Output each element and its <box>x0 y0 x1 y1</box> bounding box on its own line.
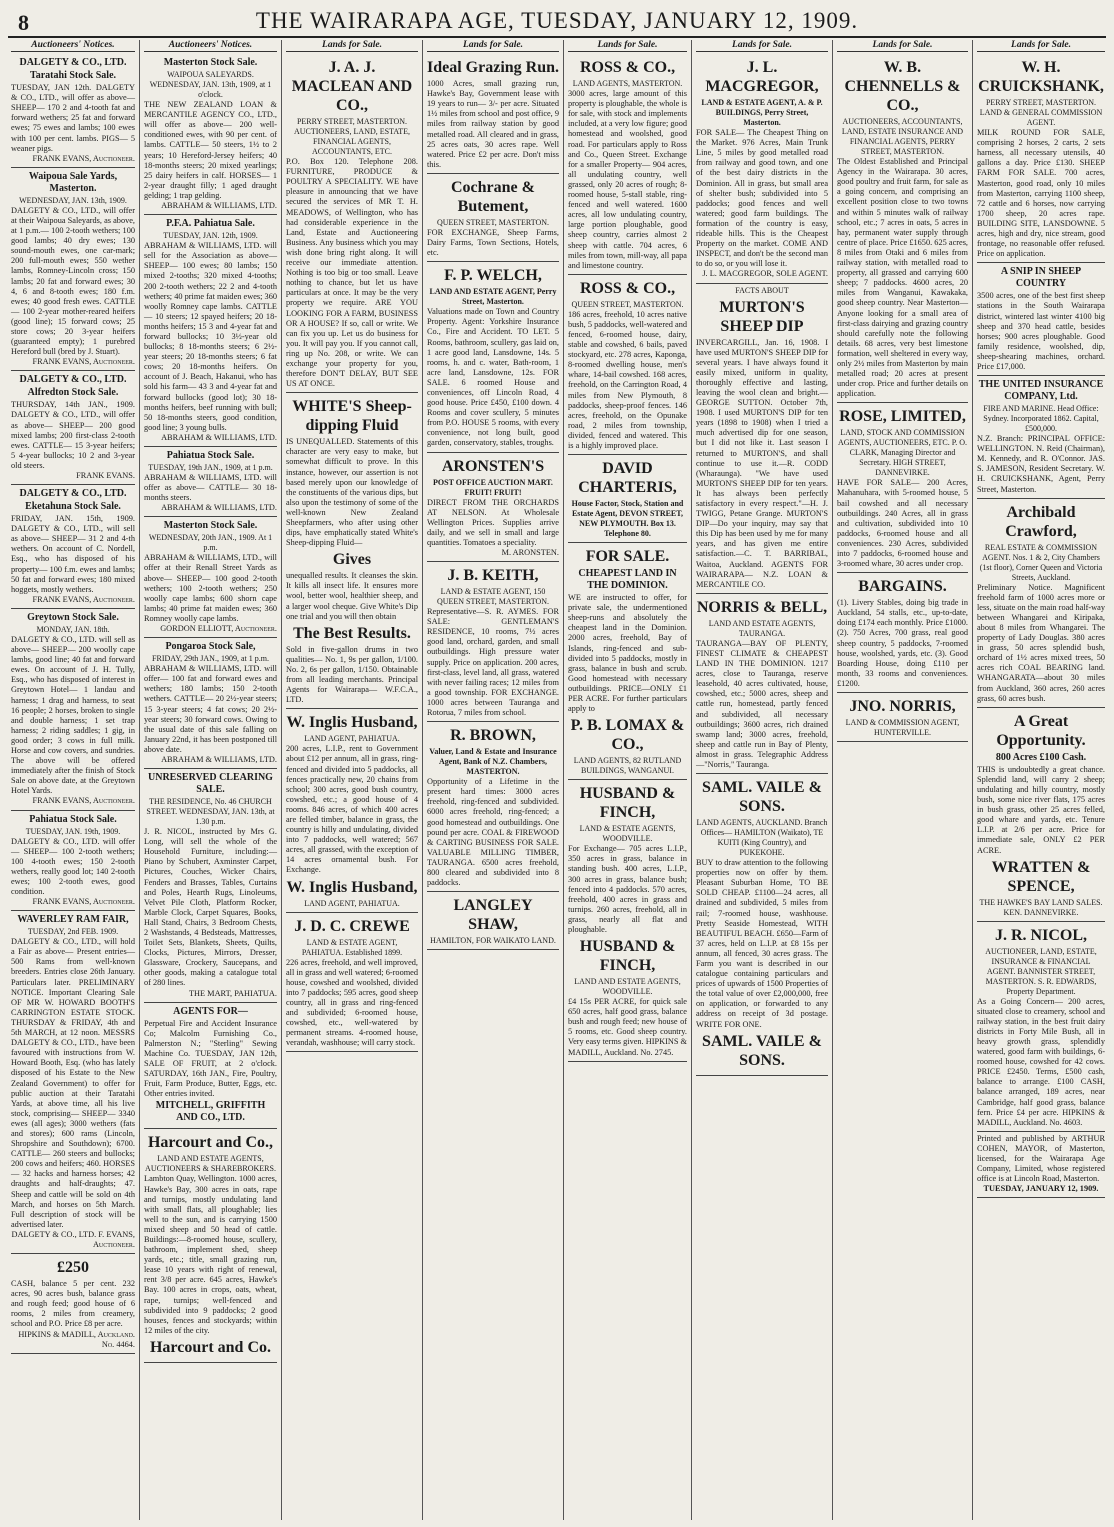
advert-body: ABRAHAM & WILLIAMS, LTD. will offer— 100 fat and forward ewes and wethers; 180 lambs; 150 2-tooth wethers. CATTLE— 20 2½-year steers; 15 3-year steers; 4 fat cows; 20 2½-year steers; 30 forward cows. Owing to the usual date of this sale falling on January 22nd, it has been postponed till above date. <box>144 664 277 754</box>
column-1 <box>8 40 138 1520</box>
advert-title: Cochrane & Butement, <box>451 178 535 215</box>
advert-signature: FRANK EVANS, Auctioneer. <box>32 594 135 604</box>
advert-footer-sub: THE HAWKE'S BAY LAND SALES. KEN. DANNEVIRKE. <box>979 897 1103 917</box>
advert-pahiatua-stock-sale <box>144 447 277 517</box>
advert-title: NORRIS & BELL, <box>696 598 828 616</box>
advert-body: THURSDAY, 14th JAN., 1909. DALGETY & CO., LTD., will offer as above— SHEEP— 200 good mixed lambs; 200 first-class 2-tooth ewes. CATTLE— 15 3-year heifers; 5 4-year bullocks; 10 2 and 3-year old steers. <box>11 400 135 470</box>
advert-subtitle: Taratahi Stock Sale. <box>29 70 117 82</box>
advert-body: IS UNEQUALLED. Statements of this character are very easy to make, but somewhat difficult to prove. In this instance, however, our assertion is not based merely upon our knowledge of the constituents of the various dips, but also upon the testimony of some of the well-known New Zealand Sheepfarmers, who after using other dips, have emphatically stated White's Sheep-dipping Fluid— <box>286 437 418 548</box>
advert-title: Waipoua Sale Yards, Masterton. <box>28 170 118 194</box>
advert-subtitle: LAND & ESTATE AGENTS, WOODVILLE. <box>579 824 676 844</box>
advert-vaile <box>696 774 828 1076</box>
advert-subtitle: FRIDAY, 29th JAN., 1909, at 1 p.m. <box>152 654 269 664</box>
advert-title: ROSS & CO., <box>579 279 676 297</box>
advert-cruickshank <box>977 54 1105 263</box>
advert-title: DAVID CHARTERIS, <box>578 460 677 497</box>
advert-subtitle: CHEAPEST LAND IN THE DOMINION. <box>578 568 677 592</box>
column-rule <box>281 40 282 1520</box>
advert-subtitle: AUCTIONEER, LAND, ESTATE, INSURANCE & FINANCIAL AGENT. BANNISTER STREET, MASTERTON. S. R. EDWARDS, Property Department. <box>985 946 1097 996</box>
advert-subtitle: LAND & ESTATE AGENT, A. & P. BUILDINGS, Perry Street, Masterton. <box>701 98 823 128</box>
advert-body: CASH, balance 5 per cent. 232 acres, 90 acres bush, balance grass and rough feed; good house of 6 rooms, 2 miles from creamery, school and P.O. Price £8 per acre. <box>11 1279 135 1329</box>
advert-subtitle: MONDAY, JAN. 18th. <box>36 624 110 634</box>
advert-subtitle: LAND AND ESTATE AGENTS, TAURANGA. <box>708 618 816 638</box>
advert-body: N.Z. Branch: PRINCIPAL OFFICE: WELLINGTON. N. Reid (Chairman), M. Kennedy, and R. O'Connor. JAS. S. JAMESON, Resident Secretary. W. H. CRUICKSHANK, Agent, Perry Street, Masterton. <box>977 434 1105 494</box>
advert-subtitle: LAND AND ESTATE AGENT, Perry Street, Masterton. <box>429 287 557 307</box>
advert-signature: GORDON ELLIOTT, Auctioneer. <box>160 624 277 634</box>
advert-footer: Harcourt and Co. <box>149 1338 272 1356</box>
advert-body: FRIDAY, JAN. 15th, 1909. DALGETY & CO., LTD., will sell as above— SHEEP— 31 2 and 4-th wethers. On account of C. Nordell, Esq., who has disposed of his property— 100 f.m. ewes and lambs; 50 fat and forward ewes; 180 mixed hoggets, mostly wethers. <box>11 514 135 594</box>
advert-body: FOR SALE— The Cheapest Thing on the Market. 976 Acres, Main Trunk Line, 5 miles by good metalled road from railway and good town, and one of the best dairy districts in the Dominion. All in grass, but small area of shelter bush; subdivided into 5 paddocks; good fences and well watered; good farm buildings. The formation of the country is easy, rideable hills. This is the Cheapest Property on the market. COME AND INSPECT, and don't be the second man to do so, or you will lose it. <box>696 128 828 269</box>
advert-subtitle: POST OFFICE AUCTION MART. FRUIT! FRUIT! <box>433 477 553 497</box>
advert-title: Pongaroa Stock Sale, <box>165 641 256 653</box>
advert-signature: J. L. MACGREGOR, SOLE AGENT. <box>702 269 828 279</box>
advert-title: THE UNITED INSURANCE COMPANY, Ltd. <box>978 379 1104 403</box>
advert-subtitle: AUCTIONEERS, ACCOUNTANTS, LAND, ESTATE INSURANCE AND FINANCIAL AGENTS, PERRY STREET, MASTERTON. <box>841 117 964 157</box>
column-rule <box>422 40 423 1520</box>
column-rule <box>139 40 140 1520</box>
advert-macgregor <box>696 54 828 283</box>
advert-title: F. P. WELCH, <box>444 267 542 285</box>
column-heading: Lands for Sale. <box>696 40 828 52</box>
column-heading: Lands for Sale. <box>837 40 968 52</box>
advert-body: DALGETY & CO., LTD., will offer at their Waipoua Saleyards, as above, at 1 p.m.— 100 2-tooth wethers; 100 good lambs; 40 dry ewes; 130 sound-mouth ewes, one car-mark; 200 full-mouth ewes; 550 wether lambs, Romney-Lincoln cross; 150 lambs; 20 fat and forward ewes; 30 4, 6 and 8-tooth ewes; 180 f.m. ewes; 40 good fresh ewes. CATTLE— 100 2-year mother-reared heifers (good line); 15 forward cows; 25 store cows; 20 3-year heifers (guaranteed empty); 1 purebred Hereford bull (bred by J. Stuart). <box>11 205 135 357</box>
advert-title: J. B. KEITH, <box>447 567 539 585</box>
imprint-date: TUESDAY, JANUARY 12, 1909. <box>983 1184 1099 1194</box>
advert-title: WHITE'S Sheep-dipping Fluid <box>292 398 412 435</box>
advert-body: THE NEW ZEALAND LOAN & MERCANTILE AGENCY CO., LTD., will offer as above— 200 well-conditioned ewes, with 90 per cent. of lambs. CATTLE— 50 steers, 1½ to 2 years; 10 Hereford-Jersey heifers; 40 18-months steers; 20 mixed yearlings; 25 dairy heifers in calf. HORSES— 1 2-year draught filly; 1 aged draught gelding; 1 trap gelding. <box>144 100 277 200</box>
advert-title: Pahiatua Stock Sale. <box>29 813 117 825</box>
advert-body: Perpetual Fire and Accident Insurance Co; Malcolm Furnishing Co., Palmerston N.; "Sterling" Sewing Machine Co. TUESDAY, JAN 12th, SALE OF FRUIT, at 2 o'clock. SATURDAY, 16th JAN., Fire, Poultry, Fruit, Farm Produce, Butter, Eggs, etc. Other entries invited. <box>144 1018 277 1099</box>
advert-signature: ABRAHAM & WILLIAMS, LTD. <box>161 201 277 211</box>
advert-murtons-dip <box>696 284 828 594</box>
advert-body: £4 15s PER ACRE, for quick sale 650 acres, half good grass, balance bush and rough feed; new house of 5 rooms, etc. Good sheep country. Very easy terms given. HIPKINS & MADILL, Auckland. No. 2745. <box>568 997 687 1057</box>
column-7 <box>834 40 971 1520</box>
advert-footer: SAML. VAILE & SONS. <box>702 1032 822 1069</box>
advert-title: LANGLEY SHAW, <box>453 897 533 934</box>
advert-eketahuna-sale <box>11 485 135 609</box>
advert-body: The Oldest Established and Principal Agency in the Wairarapa. 30 acres, good poultry and fruit farm, for sale as a going concern, and comprising an excellent position close to two towns and within 5 minutes walk of railway school, etc.; 7 acres in oats, 5 acres in hay, permanent water supply through centre of place. Price £1650. 625 acres, 8 miles from Otaki and 6 miles from railway station, with metalled road to property, all grassed and carrying 600 sheep; 7 paddocks. 4600 acres, 20 miles from Wanganui, Kawakaka, good sheep country. Near Masterton— Anyone looking for a small area of first-class dairying and grazing country should carefully note the following details. 68 acres, very best limestone formation, well sheltered in every way, only 2½ miles from Masterton by main metalled road; 20 acres at present under crop. Price and further details on application. <box>837 157 968 399</box>
advert-body: INVERCARGILL, Jan. 16, 1908. I have used MURTON'S SHEEP DIP for several years. I have always found it easily mixed, uniform in quality, thoroughly effective and lasting, leaving the wool clean and bright.—GEORGE SUTTON. October 7th, 1908. I used MURTON'S DIP for ten years (1898 to 1908) when I tried a much advertised dip for one season, but I did not like it. Last season I returned to MURTON'S, and shall continue to use it.—R. CODD (Wharaunga). "We have used MURTON'S SHEEP DIP for ten years. It has always been perfectly satisfactory in every respect."—H. J. TWIGG, Petane Grange. MURTON'S DIP—Do your inquiry, may say that this Dip has been used by me for many years, and has given me entire satisfaction.—C. T. BARRIBAL, Waitoa, Auckland. AGENTS FOR WAIRARAPA— N.Z. LOAN & MERCANTILE CO. <box>696 337 828 589</box>
advert-body: unequalled results. It cleanses the skin. It kills all insect life. It ensures more wool, better wool, healthier sheep, and a larger wool cheque. Give White's Dip one trial and you will then obtain <box>286 571 418 621</box>
advert-clearing-sale <box>144 769 277 1003</box>
advert-footer: W. Inglis Husband, <box>286 878 418 896</box>
advert-subtitle: HAMILTON, FOR WAIKATO LAND. <box>430 936 556 946</box>
advert-waipoua-sale <box>11 168 135 372</box>
advert-signature: FRANK EVANS, Auctioneer. <box>32 897 135 907</box>
advert-signature: FRANK EVANS. <box>76 471 135 480</box>
column-heading: Lands for Sale. <box>427 40 559 52</box>
advert-welch <box>427 262 559 452</box>
column-heading: Lands for Sale. <box>568 40 687 52</box>
advert-body: 3000 acres, large amount of this property is ploughable, the whole is for sale, with stock and implements included, at a very low figure; good homestead and woolshed, good road. For particulars apply to Ross and Co., Queen Street. Exchange for a smaller Property— 904 acres, all undulating country, well grassed, only 20 acres of rough; 8-roomed house, 5-stall stable, ring-fenced and well watered. 1600 acres, all low undulating country, large portion ploughable, good sheep country, carries almost 2 sheep with cattle. 704 acres, 6 miles from town, mill-way, all papa and limestone country. <box>568 89 687 270</box>
advert-body: J. R. NICOL, instructed by Mrs G. Long, will sell the whole of the Household Furniture, including:— Piano by Schubert, Axminster Carpet, Pictures, Couches, Wicker Chairs, Fenders and Brasses, Tables, Curtains and Poles, Hearth Rugs, Linoleums, Velvet Pile Cloth, Platform Rocker, Marble Clock, Carpet Squares, Books, Hall Stand, Chairs, 3 Bedroom Chests, 2 Washstands, 4 Bedsteads, Mattresses, Toilet Sets, Blankets, Sheets, Quilts, Clocks, Pictures, Mirrors, Dresser, Glassware, Crockery, Saucepans, and other goods, making a catalogue total of 280 lines. <box>144 827 277 988</box>
advert-charteris <box>568 455 687 543</box>
advert-husband-finch <box>568 780 687 1061</box>
advert-title: The Best Results. <box>293 624 411 642</box>
advert-title: ROSE, LIMITED, <box>839 408 966 426</box>
advert-footer: WRATTEN & SPENCE, <box>991 858 1091 895</box>
advert-title: WAVERLEY RAM FAIR, <box>17 914 129 926</box>
advert-footer: P. B. LOMAX & CO., <box>570 717 685 754</box>
column-4 <box>424 40 562 1520</box>
advert-title: BARGAINS. <box>858 578 947 596</box>
advert-title: J. A. J. MACLEAN AND CO., <box>291 59 413 115</box>
advert-body: ABRAHAM & WILLIAMS, LTD., will offer at their Renall Street Yards as above— SHEEP— 100 good 2-tooth wethers; 100 2-tooth wethers; 250 woolly cape lambs; 600 shorn cape lambs; 40 prime fat maiden ewes; 360 Romney woolly cape lambs. <box>144 553 277 623</box>
advert-subtitle: QUEEN STREET, MASTERTON. <box>436 217 550 227</box>
advert-taratahi-sale <box>11 54 135 168</box>
advert-subtitle: LAND AGENTS, MASTERTON. <box>572 79 683 89</box>
advert-aronsten <box>427 453 559 563</box>
advert-body: DALGETY & CO., LTD. will sell as above— SHEEP— 200 woolly cape lambs, good line; 40 fat and forward ewes. On account of J. H. Tully, Esq., who has disposed of interest in Greytown Hotel— 1 landau and harness; 1 drag and harness, to seat 16 people; 2 horses, broken to single and double harness; 1 set trap harness; 2 riding saddles; 1 gig, in good order; 3 cows in full milk. Horse and cow covers, and sundries. The above will be offered immediately after the finish of Stock Sale on above date, at the Greytown Hotel Yards. <box>11 634 135 796</box>
advert-masterton-stock-sale <box>144 517 277 638</box>
advert-signature: MITCHELL, GRIFFITH AND CO., LTD. <box>155 1100 266 1124</box>
advert-bargains <box>837 573 968 693</box>
advert-subtitle: LAND AND ESTATE AGENTS, AUCTIONEERS & SHAREBROKERS. <box>145 1154 276 1174</box>
advert-alfredton-sale <box>11 371 135 485</box>
advert-title: W. H. CRUICKSHANK, <box>978 59 1104 96</box>
advert-title: W. Inglis Husband, <box>286 714 418 732</box>
advert-subtitle: Alfredton Stock Sale. <box>27 387 119 399</box>
advert-subtitle: House Factor, Stock, Station and Estate Agent, DEVON STREET, NEW PLYMOUTH. Box 13. Telephone 80. <box>571 499 684 539</box>
advert-body: For Exchange— 705 acres L.I.P., 350 acres in grass, balance in standing bush. 400 acres, L.I.P., 300 acres in grass, balance bush; fenced into 4 paddocks. 570 acres, freehold, 400 acres in grass and turnips. 260 acres, freehold, all in grass, nearly all flat and ploughable. <box>568 844 687 934</box>
advert-body: Preliminary Notice. Magnificent freehold farm of 1000 acres more or less, situate on the main road half-way between Whangarei and Kiripaka, about 8 miles from Whangarei. The property of Lady Douglas. 380 acres in grass, 50 acres splendid bush, orchard of 1½ acres mixed trees, 50 acres rich COAL BEARING land. WHANGARATA—about 30 miles from Auckland, 360 acres, 260 acres grass, 60 acres bush. <box>977 582 1105 703</box>
column-heading: Lands for Sale. <box>286 40 418 52</box>
advert-signature: FRANK EVANS, Auctioneer. <box>32 357 135 367</box>
newspaper-title: THE WAIRARAPA AGE, TUESDAY, JANUARY 12, 1909. <box>255 8 859 33</box>
advert-signature: ABRAHAM & WILLIAMS, LTD. <box>161 432 277 442</box>
advert-signature: M. ARONSTEN. <box>501 548 559 557</box>
advert-body: 200 acres, L.I.P., rent to Government about £12 per annum, all in grass, ring-fenced and divided into 5 paddocks, all fences practically new, 20 chains from school; 300 acres, good bush country, cowshed, etc.; a good house of 4 rooms. 846 acres, of which 400 acres are felled timber, balance in grass, the country is hilly and undulating, divided into 7 paddocks, well watered; 567 acres, all grassed, with the exception of 14 acres ornamental bush. For Exchange. <box>286 744 418 875</box>
advert-subtitle: Eketahuna Stock Sale. <box>25 501 121 513</box>
advert-body: HAVE FOR SALE— 200 Acres, Mahanuhara, with 5-roomed house, 5 bail cowshed and all necessary outbuildings. 240 Acres, all in grass and cultivation, subdivided into 10 paddocks, 6-roomed house and all conveniences. 230 Acres, subdivided into 7 paddocks, 6-roomed house and 3-roomed whare, 30 acres under crop. <box>837 478 968 569</box>
advert-signature: FRANK EVANS, Auctioneer. <box>32 796 135 806</box>
advert-subtitle: LAND AGENT, PAHIATUA. <box>304 734 400 744</box>
advert-subtitle: LAND, STOCK AND COMMISSION AGENTS, AUCTIONEERS, ETC. P. O. CLARK, Managing Director and Secretary. HIGH STREET, DANNEVIRKE. <box>837 428 968 478</box>
advert-title: Archibald Crawford, <box>1005 503 1077 540</box>
column-2 <box>141 40 280 1520</box>
advert-signature: ABRAHAM & WILLIAMS, LTD. <box>161 754 277 764</box>
advert-norris <box>837 693 968 742</box>
column-rule <box>563 40 564 1520</box>
advert-title: ARONSTEN'S <box>441 457 545 475</box>
advert-cochrane <box>427 174 559 262</box>
advert-title: W. B. CHENNELLS & CO., <box>844 59 961 115</box>
advert-title: Masterton Stock Sale. <box>163 520 258 532</box>
advert-title: J. D. C. CREWE <box>294 917 410 935</box>
advert-title: J. L. MACGREGOR, <box>705 59 819 96</box>
advert-signature: THE MART, PAHIATUA. <box>188 988 277 998</box>
advert-harcourt <box>144 1129 277 1363</box>
advert-title: Greytown Stock Sale. <box>27 611 119 623</box>
advert-title: DALGETY & CO., LTD. <box>19 57 127 69</box>
advert-pahiatua-sale <box>11 811 135 912</box>
advert-greytown-sale <box>11 609 135 811</box>
advert-ross-2 <box>568 275 687 455</box>
advert-body: DIRECT FROM THE ORCHARDS AT NELSON. At Wholesale Wellington Prices. Supplies arrive daily, and we sell in small and large quantities. Tomatoes a speciality. <box>427 497 559 547</box>
advert-pfa-pahiatua-sale <box>144 215 277 447</box>
advert-signature: ABRAHAM & WILLIAMS, LTD. <box>161 503 277 513</box>
advert-subtitle: TUESDAY, 19th JAN., 1909, at 1 p.m. <box>148 463 273 472</box>
advert-grazing-run <box>427 54 559 174</box>
advert-title: Masterton Stock Sale. <box>163 57 258 69</box>
column-rule <box>972 40 973 1520</box>
advert-great-opportunity <box>977 708 1105 922</box>
advert-chennells <box>837 54 968 403</box>
advert-title: A SNIP IN SHEEP COUNTRY <box>1000 266 1082 290</box>
advert-nicol <box>977 922 1105 1132</box>
advert-title: R. BROWN, <box>450 727 536 745</box>
advert-subtitle: LAND & COMMISSION AGENT, HUNTERVILLE. <box>845 718 960 738</box>
imprint <box>977 1132 1105 1199</box>
advert-subtitle: FACTS ABOUT <box>735 285 789 295</box>
advert-subtitle: WAIPOUA SALEYARDS. WEDNESDAY, JAN. 13th, 1909, at 1 o'clock. <box>149 70 272 100</box>
advert-body: ABRAHAM & WILLIAMS, LTD. will sell for the Association as above— SHEEP— 100 ewes; 80 lambs; 150 mixed 2-tooths; 320 mixed 4-tooths; 200 2-tooth wethers; 22 2 and 4-tooth wethers; 40 prime fat maiden ewes; 360 woolly Romney cape lambs. CATTLE— 10 steers; 12 spayed heifers; 20 18-months heifers; 15 3 and 4-year fat and forward bullocks; 10 3½-year old bullocks; 8 18-months steers; 6 2½-year steers; 20 18-months steers; 6 fat cows; 20 18-months heifers. On account of J. Beach, Hakanui, who has sold his farm— 43 3 and 4-year fat and forward bullocks (good lot); 30 18-months heifers, beef running with bull; 50 18-months steers, good condition, good line; 3 young bulls. <box>144 241 277 432</box>
advert-keith <box>427 562 559 722</box>
advert-subtitle: QUEEN STREET, MASTERTON. <box>571 299 684 309</box>
advert-body: DALGETY & CO., LTD., will hold a Fair as above— Present entries— 500 Rams from well-known breeders. Entries close 26th January. Particulars later. PRELIMINARY NOTICE. Important Clearing Sale OF MR W. HOWARD BOOTH'S CARRINGTON ESTATE STOCK. THURSDAY & FRIDAY, 4th and 5th MARCH, at 12 noon. MESSRS DALGETY & CO., LTD., have been favoured with instructions from W. Howard Booth, Esq. (who has lately disposed of his Estate to the New Zealand Government) to offer for public auction at their Taratahi Yards, at above time, all his live stock, comprising— SHEEP— 3340 ewes (all ages); 3000 wethers (fats and stores); 600 rams (Lincoln, Shropshire and Southdown); 6700. CATTLE— 260 steers and bullocks; 200 cows and heifers; 460. HORSES— 32 hacks and harness horses; 42 draughts and half-draughts; 47. Sheep and cattle will be sold on 4th March, and horses on 5th March. Full description of stock will be advertised later. <box>11 937 135 1229</box>
advert-body: Representative—S. R. AYMES. FOR SALE: GENTLEMAN'S RESIDENCE, 10 rooms, 7½ acres good land, orchard, garden, and small outbuildings. High pressure water supply. Price on application. 200 acres, first-class, level land, all grass, watered with never failing races; 12 miles from a good township. FOR EXCHANGE. 1000 acres between Tauranga and Rotorua, 7 miles from school. <box>427 607 559 718</box>
advert-norris-bell <box>696 594 828 774</box>
advert-title: J. R. NICOL, <box>994 926 1087 944</box>
advert-subtitle: LAND & ESTATE AGENT, PAHIATUA. Established 1899. <box>301 937 403 957</box>
advert-title: UNRESERVED CLEARING SALE. <box>148 772 273 796</box>
advert-body: 226 acres, freehold, and well improved, all in grass and well watered; 6-roomed house, cowshed and woolshed, divided into 7 paddocks; 595 acres, good sheep country, all in grass and ring-fenced and subdivided; 6-roomed house, cowshed, etc., well-watered by permanent streams. 4-roomed house, verandah, washhouse; will carry stock. <box>286 957 418 1048</box>
advert-title: Harcourt and Co., <box>147 1134 274 1152</box>
advert-body: DALGETY & CO., LTD. will offer— SHEEP— 100 2-tooth wethers; 100 4-tooth ewes; 150 2-tooth wethers, really good lot; 140 2-tooth ewes; 100 2-tooth ewes, good condition. <box>11 836 135 896</box>
column-heading: Auctioneers' Notices. <box>144 40 277 52</box>
advert-waverley-ram-fair <box>11 911 135 1254</box>
advert-title: SAML. VAILE & SONS. <box>702 779 822 816</box>
advert-subtitle: TUESDAY, JAN. 12th, 1909. <box>163 231 258 241</box>
advert-body: TAURANGA—BAY OF PLENTY, FINEST CLIMATE & CHEAPEST LAND IN THE DOMINION. 1217 acres, close to Tauranga, reserve leasehold, 40 acres cultivated, house, cowshed, etc.; 5000 acres, sheep and cattle run, homestead, partly fenced and subdivided, all necessary outbuildings; 3600 acres, rich drained swamp land; 3000 acres, freehold, sheep and cattle run in Bay of Plenty, almost in grass. Telegraphic Address—"Norris," Tauranga. <box>696 638 828 769</box>
advert-body: THIS is undoubtedly a great chance. Splendid land, will carry 2 sheep; undulating and hilly country, mostly bush, some nice river flats, 175 acres in bush grass, other 25 acres felled, good whare and yards, etc. Tenure L.I.P. at 2/6 per acre. Price for immediate sale, ONLY £2 PER ACRE. <box>977 764 1105 855</box>
advert-title: MURTON'S SHEEP DIP <box>719 298 805 335</box>
advert-body: As a Going Concern— 200 acres, situated close to creamery, school and railway station, in the best fruit dairy districts in Forty Mile Bush, all in heavy growth grass, splendidly watered, good farm with buildings, 6-roomed house, cowshed for 42 cows. PRICE £2450. Terms, £500 cash, balance to arrange. £100 CASH, balance arranged, 189 acres, near Cambridge, half good grass, balance fern. Price £4 per acre. HIPKINS & MADILL, Auckland. No. 4603. <box>977 996 1105 1127</box>
advert-body: 3500 acres, one of the best first sheep stations in the South Wairarapa district, wintered last winter 4100 big sheep and 370 head cattle, besides horses; 900 acres ploughable. Good family residence, woolshed, dip, sheep-shearing machines, orchard. Price £17,000. <box>977 291 1105 371</box>
advert-title: JNO. NORRIS, <box>849 698 956 716</box>
advert-subtitle: TUESDAY, JAN. 19th, 1909. <box>25 826 121 836</box>
column-5 <box>565 40 690 1520</box>
advert-body: FOR EXCHANGE, Sheep Farms, Dairy Farms, Town Sections, Hotels, etc. <box>427 227 559 258</box>
column-3 <box>283 40 421 1520</box>
advert-title: Ideal Grazing Run. <box>427 59 560 77</box>
advert-body: WE are instructed to offer, for private sale, the undermentioned sheep-runs and absolutely the cheapest land in the Dominion. 2000 acres, freehold, Bay of Islands, ring-fenced and sub-divided into 5 paddocks, mostly in grass, balance in bush and scrub. Good homestead with necessary outbuildings. PRICE—ONLY £1 PER ACRE. For further particulars apply to <box>568 593 687 714</box>
column-heading: Auctioneers' Notices. <box>11 40 135 52</box>
advert-body: 1000 Acres, small grazing run, Hawke's Bay, Government lease with 19 years to run— 3/- per acre. Situated 1½ miles from school and post office, 9 miles from railway station by good metalled road. All cleared and in grass, 25 acres oats, 30 acres rape. Well watered. Price £2 per acre. Don't miss this. <box>427 79 559 169</box>
advert-subtitle: PERRY STREET, MASTERTON. AUCTIONEERS, LAND, ESTATE, FINANCIAL AGENTS, ACCOUNTANTS, ETC. <box>293 117 411 157</box>
advert-maclean <box>286 54 418 393</box>
advert-subtitle: WEDNESDAY, 20th JAN., 1909. At 1 p.m. <box>148 533 273 553</box>
advert-footer-sub: LAND AGENTS, 82 RUTLAND BUILDINGS, WANGANUI. <box>573 756 682 776</box>
advert-ross <box>568 54 687 275</box>
advert-subtitle: WEDNESDAY, JAN. 13th, 1909. <box>19 195 127 205</box>
column-rule <box>832 40 833 1520</box>
advert-title: Pahiatua Stock Sale. <box>166 450 255 461</box>
advert-subtitle: 800 Acres £100 Cash. <box>995 751 1087 763</box>
advert-langley-shaw <box>427 892 559 950</box>
advert-body: 186 acres, freehold, 10 acres native bush, 5 paddocks, well-watered and fenced, 6-roomed house, dairy, stable and cowshed, 6 bails, paved stockyard, etc. 278 acres, Kaponga, 8-roomed dwelling house, men's whare, 14-bail cowshed. 168 acres, freehold, on the Carrington Road, 4 miles from New Plymouth, 8 paddocks, sheep-proof fences. 146 acres, freehold, on the Opunake road, 2 miles from township, divided, fenced and watered. This is a highly improved place. <box>568 309 687 450</box>
advert-title: A Great Opportunity. <box>996 712 1086 749</box>
advert-subtitle: Valuer, Land & Estate and Insurance Agent, Bank of N.Z. Chambers, MASTERTON. <box>429 747 557 777</box>
advert-body: BUY to draw attention to the following properties now on offer by them. Pleasant Suburban Home, TO BE SOLD CHEAP. £1100—24 acres, all drained and subdivided, 5 miles from rail; 7-roomed house, washhouse. Pretty Seaside Homestead, WITH BEAUTIFUL BEACH. £650—Farm of 37 acres, held on L.I.P. at £8 15s per annum, all fenced, 30 acres grass. The Farm you want is described in our catalogue containing particulars and prices of upwards of 1500 Properties of the total value of over £2,000,000, free on application, or forwarded to any address on receipt of 3d postage. WRITE FOR ONE. <box>696 858 828 1029</box>
advert-subtitle: TUESDAY, 2nd FEB. 1909. <box>27 927 119 937</box>
advert-crewe <box>286 913 418 1053</box>
advert-footer-sub: LAND AGENT, PAHIATUA. <box>304 898 400 908</box>
page-number: 8 <box>18 10 29 35</box>
advert-title: DALGETY & CO., LTD. <box>19 488 127 500</box>
column-rule <box>691 40 692 1520</box>
advert-title: DALGETY & CO., LTD. <box>19 374 127 386</box>
advert-subtitle: REAL ESTATE & COMMISSION AGENT. Nos. 1 & 2, City Chambers (1st floor), Corner Queen and Victoria Streets, Auckland. <box>979 542 1103 582</box>
advert-whites-dip <box>286 393 418 709</box>
column-8 <box>974 40 1108 1520</box>
column-6 <box>693 40 831 1520</box>
column-heading: Lands for Sale. <box>977 40 1105 52</box>
advert-body: Sold in five-gallon drums in two qualities— No. 1, 9s per gallon, 1/100. No. 2, 6s per gallon, 1/150. Obtainable from all leading merchants. Principal Agents for Wairarapa— W.F.C.A., LTD. <box>286 644 418 705</box>
advert-subtitle: LAND AGENTS, AUCKLAND. Branch Offices— HAMILTON (Waikato), TE KUITI (King Country), and PUKEKOHE. <box>696 818 828 858</box>
advert-body: (1). Livery Stables, doing big trade in Auckland, 54 stalls, etc., up-to-date, doing £174 each monthly. Price £1000. (2). 750 Acres, 700 grass, real good sheep country, 5 paddocks, 7-roomed house, woolshed, yards, etc. (3). Good Boarding House, doing £110 per month, 33 rooms and conveniences. £1200. <box>837 598 968 688</box>
advert-mitchell-griffith <box>144 1003 277 1130</box>
advert-signature: HIPKINS & MADILL, Auckland. No. 4464. <box>18 1329 135 1349</box>
advert-title: FOR SALE. <box>585 548 670 566</box>
advert-body: P.O. Box 120. Telephone 208. FURNITURE, PRODUCE & POULTRY A SPECIALITY. WE have pleasure in announcing that we have secured the services of MR T. H. MEADOWS, of Wellington, who has had considerable experience in the Land, Estate and Auctioneering Business. Any business which you may wish done bring right along. It will receive our immediate attention. Nothing is too big or too small. Leave nothing to chance, but let us have particulars at once. It may be the very property we require. ARE YOU LOOKING FOR A FARM, BUSINESS OR A HOUSE? If so, call or write. We can fix you up. Let us do business for you. It will pay you. If you cannot call, ring up No. 208, or write. We can exchange your property for you, therefore DON'T DELAY, BUT SEE US AT ONCE. <box>286 157 418 389</box>
masthead <box>8 8 1106 38</box>
advert-body: Valuations made on Town and Country Property. Agent: Yorkshire Insurance Co., Fire and Accident. TO LET. 5 Rooms, bathroom, scullery, gas laid on, 1 acre good land, Lansdowne, 14s. 5 rooms, h. and c. water, Bath-room, 1 acre land, Lansdowne, 12s. FOR SALE. 6 roomed House and conveniences, off Lincoln Road, 4 good house. Price £450, £100 down. 4 Rooms and cover scullery, 5 minutes from P.O. HOUSE 5 rooms, with every convenience, not long built, good garden, conservatory, stables, troughs. <box>427 307 559 448</box>
advert-body: Opportunity of a Lifetime in the present hard times: 3000 acres freehold, ring-fenced and subdivided. 6000 acres freehold, ring-fenced; a good homestead and outbuildings. One pound per acre. COAL & FIREWOOD & CARTING BUSINESS FOR SALE. VALUABLE MILLING TIMBER, TAURANGA. 6500 acres freehold, 800 cleared and subdivided into 8 paddocks. <box>427 777 559 888</box>
advert-body: MILK ROUND FOR SALE, comprising 2 horses, 2 carts, 2 sets harness, all necessary utensils, 40 gallons a day. Price £130. SHEEP FARM FOR SALE. 700 acres, Masterton, good road, only 10 miles from Masterton, carrying 1100 sheep, 72 cattle and 6 horses, now carrying 1700 sheep, 20 acres rape. BUILDING SITE, LANSDOWNE. 5 acres, high and dry, nice stream, good frontage, no reasonable offer refused. Price on application. <box>977 128 1105 259</box>
advert-pongaroa-sale <box>144 638 277 769</box>
advert-subtitle: THE RESIDENCE, No. 46 CHURCH STREET. WEDNESDAY, JAN. 13th, at 1.30 p.m. <box>146 797 275 827</box>
advert-title: ROSS & CO., <box>579 59 676 77</box>
advert-subtitle: PERRY STREET, MASTERTON. LAND & GENERAL COMMISSION AGENT. <box>979 98 1103 128</box>
advert-title: HUSBAND & FINCH, <box>579 785 676 822</box>
advert-title: £250 <box>57 1259 89 1277</box>
imprint-text: Printed and published by ARTHUR COHEN, MAYOR, of Masterton, licensed, for the Wairarapa Age Company, Limited, whose registered office is at Lincoln Road, Masterton. <box>977 1133 1105 1184</box>
advert-brown <box>427 722 559 892</box>
advert-title: P.F.A. Pahiatua Sale. <box>166 218 255 230</box>
advert-title: AGENTS FOR— <box>173 1005 248 1017</box>
advert-body: TUESDAY, JAN 12th. DALGETY & CO., LTD., will offer as above— SHEEP— 170 2 and 4-tooth fat and forward wethers; 25 fat and forward ewes; 75 ewes and lambs; 100 ewes with 100 per cent. lambs. PIGS— 5 weaner pigs. <box>11 83 135 153</box>
advert-subtitle: FIRE AND MARINE. Head Office: Sydney. Incorporated 1862. Capital, £500,000. <box>983 404 1099 434</box>
advert-signature: DALGETY & CO., LTD. F. EVANS, Auctioneer. <box>11 1229 135 1249</box>
advert-footer-sub: LAND AND ESTATE AGENTS, WOODVILLE. <box>574 977 681 997</box>
advert-title: Gives <box>332 551 372 569</box>
advert-body: ABRAHAM & WILLIAMS, LTD. will offer as above— CATTLE— 30 18-months steers. <box>144 473 277 503</box>
advert-subtitle: LAND & ESTATE AGENT, 150 QUEEN STREET, MASTERTON. <box>436 587 550 607</box>
advert-cash-farm <box>11 1254 135 1354</box>
advert-signature: FRANK EVANS, Auctioneer. <box>32 153 135 163</box>
advert-crawford <box>977 499 1105 708</box>
advert-snip-sheep-country <box>977 263 1105 376</box>
advert-rose <box>837 403 968 573</box>
advert-body: Lambton Quay, Wellington. 1000 acres, Hawke's Bay, 300 acres in oats, rape and turnips, mostly undulating land with small flats, all ploughable; lies well to the sun, and is carrying 1500 mixed sheep and 50 head of cattle. Buildings:—8-roomed house, scullery, bathroom, implement shed, sheep yards, etc.; title, small grazing run, lease 10 years with right of renewal, rent 3/8 per acre. 645 acres, Hawke's Bay. 100 acres in crops, oats, wheat, rape, turnips; well-fenced and subdivided into 9 paddocks; 2 good houses, fences and stockyards; within 12 miles of the city. <box>144 1174 277 1335</box>
advert-masterton-sale <box>144 54 277 215</box>
advert-footer: HUSBAND & FINCH, <box>579 938 676 975</box>
advert-inglis-husband <box>286 709 418 912</box>
advert-united-insurance <box>977 376 1105 499</box>
advert-cheapest-land <box>568 543 687 780</box>
